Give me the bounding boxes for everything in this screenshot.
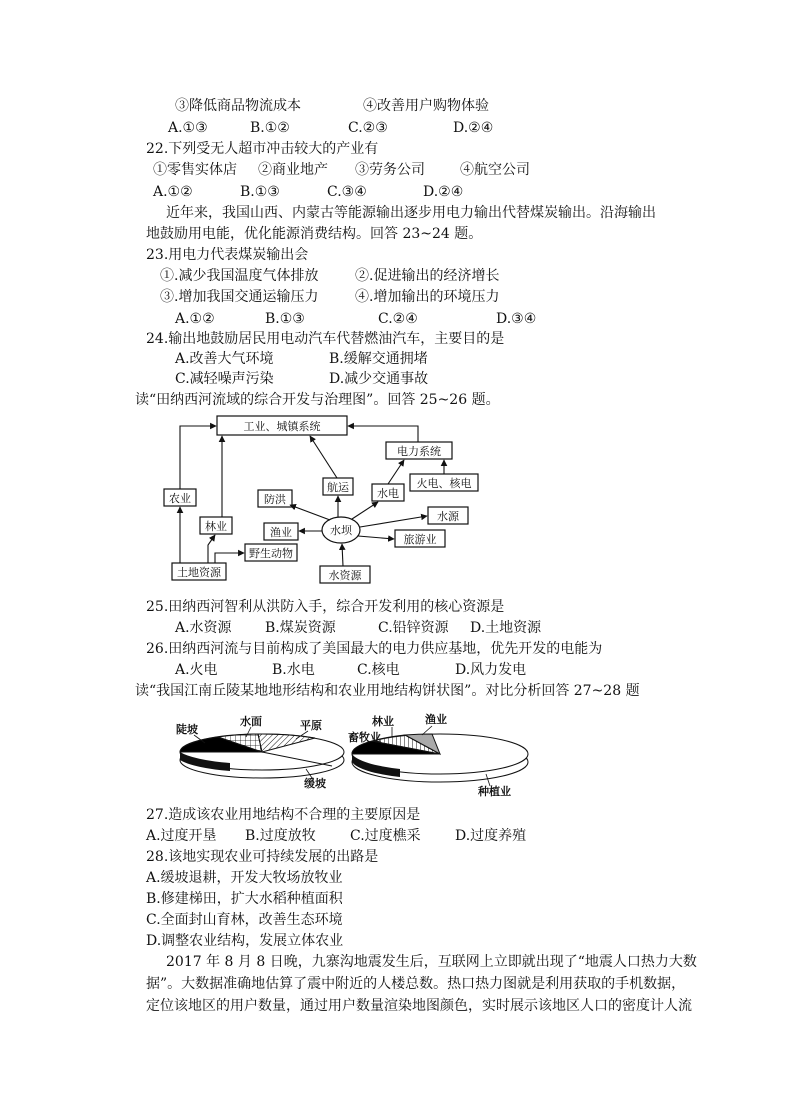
q25-option-b: B.煤炭资源 (265, 620, 336, 636)
label-hydro: 水电 (377, 487, 399, 500)
arrow-dam-water (360, 516, 427, 527)
label-shipping: 航运 (327, 481, 349, 494)
arrow-land-forestry (208, 535, 215, 563)
label-steep: 陡坡 (176, 723, 198, 736)
q23-option-b: B.①③ (265, 311, 305, 327)
arrow-dam-tourism (358, 536, 394, 539)
pie-left (180, 734, 344, 778)
q23-option-c: C.②④ (378, 311, 418, 327)
q25-option-a: A.水资源 (175, 620, 232, 636)
q28-option-a: A.缓坡退耕，开发大牧场放牧业 (146, 870, 343, 886)
q23-item-3: ③.增加我国交通运输压力 (160, 289, 319, 305)
q21-option-d: D.②④ (453, 120, 494, 136)
arrow-hydro-power (388, 460, 404, 484)
q22-option-d: D.②④ (423, 184, 464, 200)
passage-23-24-line1: 近年来，我国山西、内蒙古等能源输出逐步用电力输出代替煤炭输出。沿海输出 (166, 205, 656, 221)
q23-option-a: A.①② (175, 311, 215, 327)
label-agriculture: 农业 (169, 492, 191, 505)
arrow-land-wildlife (215, 553, 244, 563)
intro-25-26: 读“田纳西河流域的综合开发与治理图”。回答 25~26 题。 (135, 392, 500, 408)
arrow-power-industry (348, 426, 418, 442)
q24-option-d: D.减少交通事故 (329, 371, 429, 387)
q28-option-c: C.全面封山育林，改善生态环境 (146, 912, 343, 928)
label-dam: 水坝 (330, 524, 352, 537)
label-tourism: 旅游业 (403, 533, 437, 546)
label-fishery: 渔业 (270, 526, 292, 539)
arrow-water-dam (342, 544, 343, 566)
arrow-dam-flood (290, 505, 330, 520)
label-wildlife: 野生动物 (249, 547, 293, 560)
q21-option-c: C.②③ (348, 120, 388, 136)
q26-option-b: B.水电 (272, 662, 315, 678)
q27-option-a: A.过度开垦 (146, 828, 217, 844)
label-crop: 种植业 (478, 785, 511, 798)
tennessee-development-diagram (150, 408, 490, 586)
label-forestry: 林业 (205, 520, 227, 533)
pie-charts (150, 706, 530, 804)
label-water-res: 水资源 (328, 569, 362, 582)
arrow-shipping-industry (310, 436, 337, 478)
q25-option-c: C.铅锌资源 (378, 620, 449, 636)
q28-stem: 28.该地实现农业可持续发展的出路是 (146, 849, 379, 865)
q22-option-b: B.①③ (240, 184, 280, 200)
q25-option-d: D.土地资源 (470, 620, 542, 636)
q28-option-b: B.修建梯田，扩大水稻种植面积 (146, 891, 343, 907)
q21-item-3: ③降低商品物流成本 (175, 98, 301, 114)
q24-stem: 24.输出地鼓励居民用电动汽车代替燃油汽车，主要目的是 (146, 331, 505, 347)
label-water-source: 水源 (437, 510, 459, 523)
q26-option-d: D.风力发电 (455, 662, 527, 678)
label-forest: 林业 (372, 715, 394, 728)
label-flood: 防洪 (264, 493, 286, 506)
passage-end-line3: 定位该地区的用户数量，通过用户数量渲染地图颜色，实时展示该地区人口的密度计人流 (146, 998, 692, 1014)
label-power: 电力系统 (397, 445, 441, 458)
q23-item-4: ④.增加输出的环境压力 (355, 289, 500, 305)
arrow-agri-industry (180, 426, 216, 489)
label-fish: 渔业 (425, 713, 447, 726)
label-water: 水面 (240, 715, 262, 728)
label-land: 土地资源 (177, 566, 221, 579)
q22-item-4: ④航空公司 (460, 162, 530, 178)
q23-stem: 23.用电力代表煤炭输出会 (146, 247, 309, 263)
q21-option-b: B.①② (250, 120, 290, 136)
q24-option-b: B.缓解交通拥堵 (329, 351, 428, 367)
q21-item-4: ④改善用户购物体验 (363, 98, 489, 114)
q22-item-2: ②商业地产 (258, 162, 328, 178)
passage-23-24-line2: 地鼓励用电能，优化能源消费结构。回答 23~24 题。 (146, 226, 483, 242)
q27-option-c: C.过度樵采 (350, 828, 421, 844)
q21-option-a: A.①③ (168, 120, 208, 136)
intro-27-28: 读“我国江南丘陵某地地形结构和农业用地结构饼状图”。对比分析回答 27~28 题 (135, 683, 640, 699)
q23-option-d: D.③④ (496, 311, 537, 327)
q27-option-d: D.过度养殖 (455, 828, 527, 844)
label-industry: 工业、城镇系统 (243, 420, 321, 433)
q24-option-c: C.减轻噪声污染 (175, 371, 274, 387)
passage-end-line2: 据”。大数据准确地估算了震中附近的人楼总数。热口热力图就是利用获取的手机数据， (146, 976, 686, 992)
label-livestock: 畜牧业 (348, 731, 381, 744)
q23-item-2: ②.促进输出的经济增长 (355, 268, 500, 284)
q22-option-c: C.③④ (327, 184, 367, 200)
q22-item-3: ③劳务公司 (355, 162, 425, 178)
q26-option-c: C.核电 (357, 662, 400, 678)
q22-item-1: ①零售实体店 (153, 162, 237, 178)
label-plain: 平原 (300, 719, 322, 732)
passage-end-line1: 2017 年 8 月 8 日晚，九寨沟地震发生后，互联网上立即就出现了“地震人口热力大数 (166, 954, 697, 970)
q27-option-b: B.过度放牧 (245, 828, 316, 844)
q25-stem: 25.田纳西河智利从洪防入手，综合开发利用的核心资源是 (146, 599, 505, 615)
q28-option-d: D.调整农业结构，发展立体农业 (146, 933, 344, 949)
q24-option-a: A.改善大气环境 (175, 351, 274, 367)
q22-stem: 22.下列受无人超市冲击较大的产业有 (146, 141, 379, 157)
q26-option-a: A.火电 (175, 662, 218, 678)
arrow-dam-hydro (352, 502, 378, 519)
q26-stem: 26.田纳西河流与目前构成了美国最大的电力供应基地，优先开发的电能为 (146, 641, 603, 657)
q22-option-a: A.①② (153, 184, 193, 200)
q23-item-1: ①.减少我国温度气体排放 (160, 268, 319, 284)
label-gentle: 缓坡 (304, 777, 326, 790)
q27-stem: 27.造成该农业用地结构不合理的主要原因是 (146, 807, 421, 823)
label-thermal: 火电、核电 (416, 477, 472, 490)
